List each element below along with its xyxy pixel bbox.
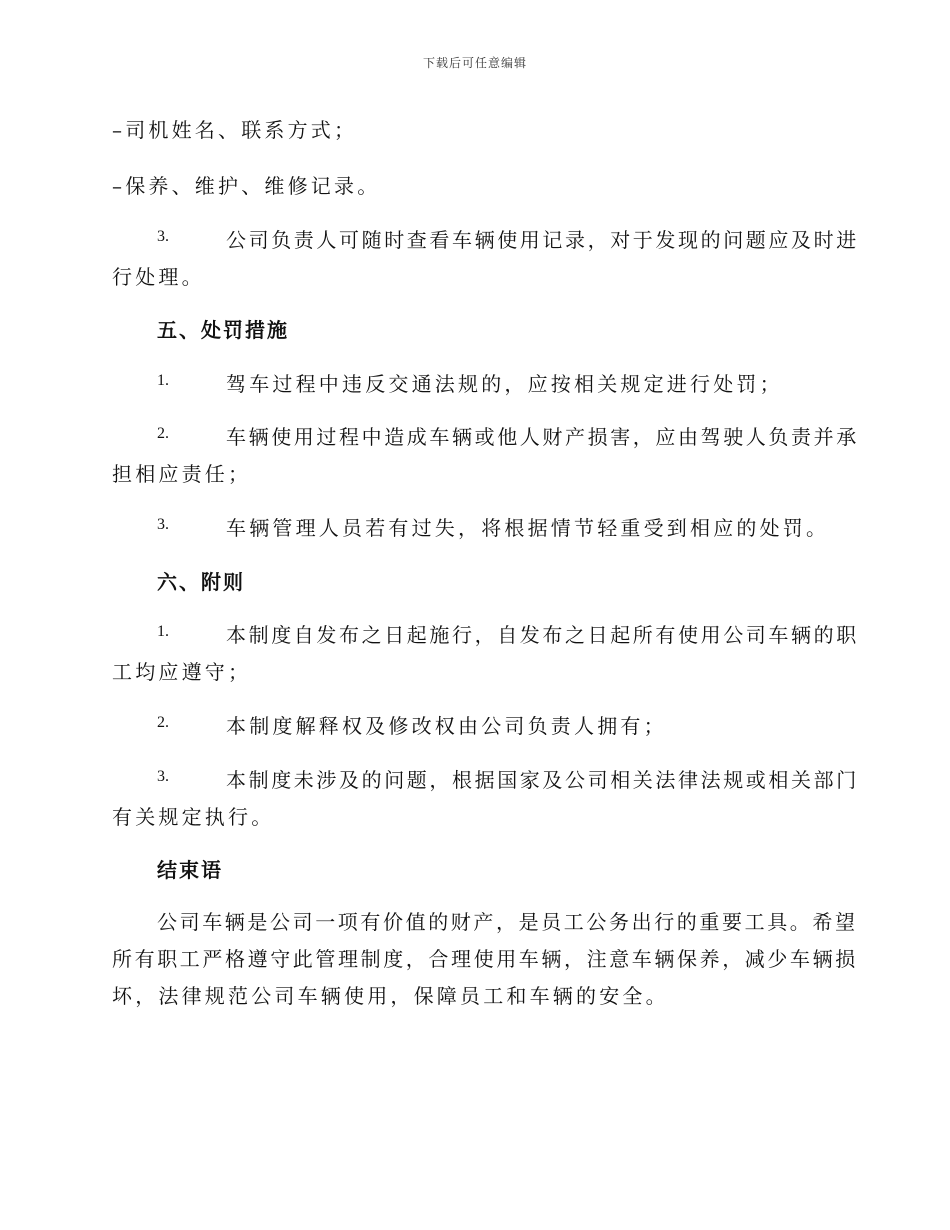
section-5-item-3-text: 车辆管理人员若有过失，将根据情节轻重受到相应的处罚。 xyxy=(226,516,830,540)
section-6-heading: 六、附则 xyxy=(157,570,245,594)
section-5-item-2-text: 车辆使用过程中造成车辆或他人财产损害，应由驾驶人负责并承 xyxy=(226,425,859,449)
section-6-item-2-text: 本制度解释权及修改权由公司负责人拥有； xyxy=(226,714,667,738)
conclusion-paragraph-line-2: 所有职工严格遵守此管理制度，合理使用车辆，注意车辆保养，减少车辆损 xyxy=(112,947,858,971)
page-header: 下载后可任意编辑 xyxy=(422,56,527,70)
section-5-heading: 五、处罚措施 xyxy=(157,318,289,342)
conclusion-paragraph-line-3: 坏，法律规范公司车辆使用，保障员工和车辆的安全。 xyxy=(112,984,669,1008)
conclusion-paragraph-line-1: 公司车辆是公司一项有价值的财产，是员工公务出行的重要工具。希望 xyxy=(157,910,858,934)
bullet-driver-info: –司机姓名、联系方式； xyxy=(112,118,358,142)
section-5-item-3-number: 3. xyxy=(157,516,169,533)
section-5-item-1-text: 驾车过程中违反交通法规的，应按相关规定进行处罚； xyxy=(226,372,783,396)
section-5-item-1-number: 1. xyxy=(157,372,169,389)
section-5-item-2-number: 2. xyxy=(157,425,169,442)
section-6-item-3-text-cont: 有关规定执行。 xyxy=(112,805,275,829)
bullet-maintenance-records: –保养、维护、维修记录。 xyxy=(112,174,381,198)
section-6-item-1-text: 本制度自发布之日起施行，自发布之日起所有使用公司车辆的职 xyxy=(226,623,859,647)
section-6-item-1-text-cont: 工均应遵守； xyxy=(112,660,252,684)
record-item-3-text: 公司负责人可随时查看车辆使用记录，对于发现的问题应及时进 xyxy=(226,228,859,252)
record-item-3-number: 3. xyxy=(157,228,169,245)
section-6-item-3-number: 3. xyxy=(157,768,169,785)
section-5-item-2-text-cont: 担相应责任； xyxy=(112,462,252,486)
section-6-item-3-text: 本制度未涉及的问题，根据国家及公司相关法律法规或相关部门 xyxy=(226,768,859,792)
conclusion-heading: 结束语 xyxy=(157,858,223,882)
section-6-item-2-number: 2. xyxy=(157,714,169,731)
record-item-3-text-cont: 行处理。 xyxy=(112,265,205,289)
section-6-item-1-number: 1. xyxy=(157,623,169,640)
